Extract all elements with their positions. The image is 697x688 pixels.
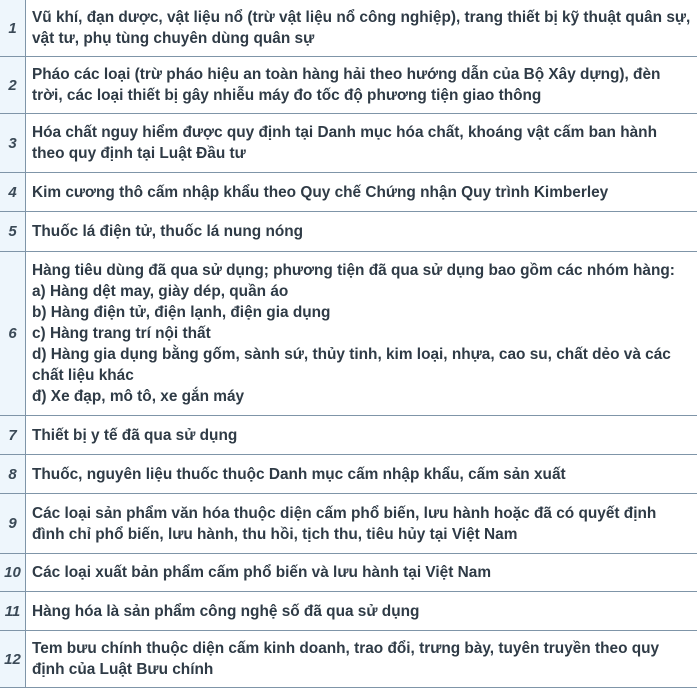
row-number: 3 <box>0 114 26 173</box>
row-subitem: d) Hàng gia dụng bằng gốm, sành sứ, thủy tinh, kim loại, nhựa, cao su, chất dẻo và các chất liệu khác <box>32 344 691 386</box>
row-content <box>26 173 697 212</box>
row-content <box>26 592 697 631</box>
row-number: 11 <box>0 592 26 631</box>
row-number: 2 <box>0 57 26 114</box>
row-content <box>26 57 697 114</box>
row-text: Thuốc lá điện tử, thuốc lá nung nóng <box>32 221 691 242</box>
row-text: Pháo các loại (trừ pháo hiệu an toàn hàng hải theo hướng dẫn của Bộ Xây dựng), đèn trời, các loại thiết bị gây nhiễu máy đo tốc độ phương tiện giao thông <box>32 64 691 106</box>
table-row <box>0 57 697 114</box>
row-content <box>26 416 697 455</box>
table-row <box>0 173 697 212</box>
row-number: 6 <box>0 252 26 416</box>
row-text: Thiết bị y tế đã qua sử dụng <box>32 425 691 446</box>
row-content <box>26 114 697 173</box>
row-content <box>26 212 697 252</box>
table-row <box>0 0 697 57</box>
row-text: Hàng tiêu dùng đã qua sử dụng; phương tiện đã qua sử dụng bao gồm các nhóm hàng: <box>32 260 691 281</box>
row-text: Hóa chất nguy hiểm được quy định tại Danh mục hóa chất, khoáng vật cấm ban hành theo quy định tại Luật Đầu tư <box>32 122 691 164</box>
row-number: 12 <box>0 631 26 688</box>
row-subitem: đ) Xe đạp, mô tô, xe gắn máy <box>32 386 691 407</box>
row-number: 7 <box>0 416 26 455</box>
row-number: 5 <box>0 212 26 252</box>
row-text: Các loại sản phẩm văn hóa thuộc diện cấm phổ biến, lưu hành hoặc đã có quyết định đình chỉ phổ biến, lưu hành, thu hồi, tịch thu, tiêu hủy tại Việt Nam <box>32 503 691 545</box>
row-text: Kim cương thô cấm nhập khẩu theo Quy chế Chứng nhận Quy trình Kimberley <box>32 182 691 203</box>
table-row <box>0 114 697 173</box>
table-row <box>0 494 697 554</box>
row-subitem: b) Hàng điện tử, điện lạnh, điện gia dụng <box>32 302 691 323</box>
row-number: 8 <box>0 455 26 494</box>
table-row <box>0 455 697 494</box>
row-text: Các loại xuất bản phẩm cấm phổ biến và lưu hành tại Việt Nam <box>32 562 691 583</box>
row-text: Hàng hóa là sản phẩm công nghệ số đã qua sử dụng <box>32 601 691 622</box>
table-row <box>0 592 697 631</box>
row-content <box>26 554 697 592</box>
row-subitem: c) Hàng trang trí nội thất <box>32 323 691 344</box>
table-row <box>0 554 697 592</box>
row-number: 1 <box>0 0 26 57</box>
table-row <box>0 212 697 252</box>
row-text: Thuốc, nguyên liệu thuốc thuộc Danh mục cấm nhập khẩu, cấm sản xuất <box>32 464 691 485</box>
row-number: 4 <box>0 173 26 212</box>
row-text: Vũ khí, đạn dược, vật liệu nổ (trừ vật liệu nổ công nghiệp), trang thiết bị kỹ thuật quân sự, vật tư, phụ tùng chuyên dùng quân sự <box>32 7 691 49</box>
row-content <box>26 0 697 57</box>
row-number: 10 <box>0 554 26 592</box>
row-content <box>26 252 697 416</box>
row-content <box>26 631 697 688</box>
table-row <box>0 631 697 688</box>
row-text: Tem bưu chính thuộc diện cấm kinh doanh, trao đổi, trưng bày, tuyên truyền theo quy định của Luật Bưu chính <box>32 638 691 680</box>
row-number: 9 <box>0 494 26 554</box>
table-row <box>0 252 697 416</box>
row-content <box>26 455 697 494</box>
table-row <box>0 416 697 455</box>
row-content <box>26 494 697 554</box>
row-subitem: a) Hàng dệt may, giày dép, quần áo <box>32 281 691 302</box>
